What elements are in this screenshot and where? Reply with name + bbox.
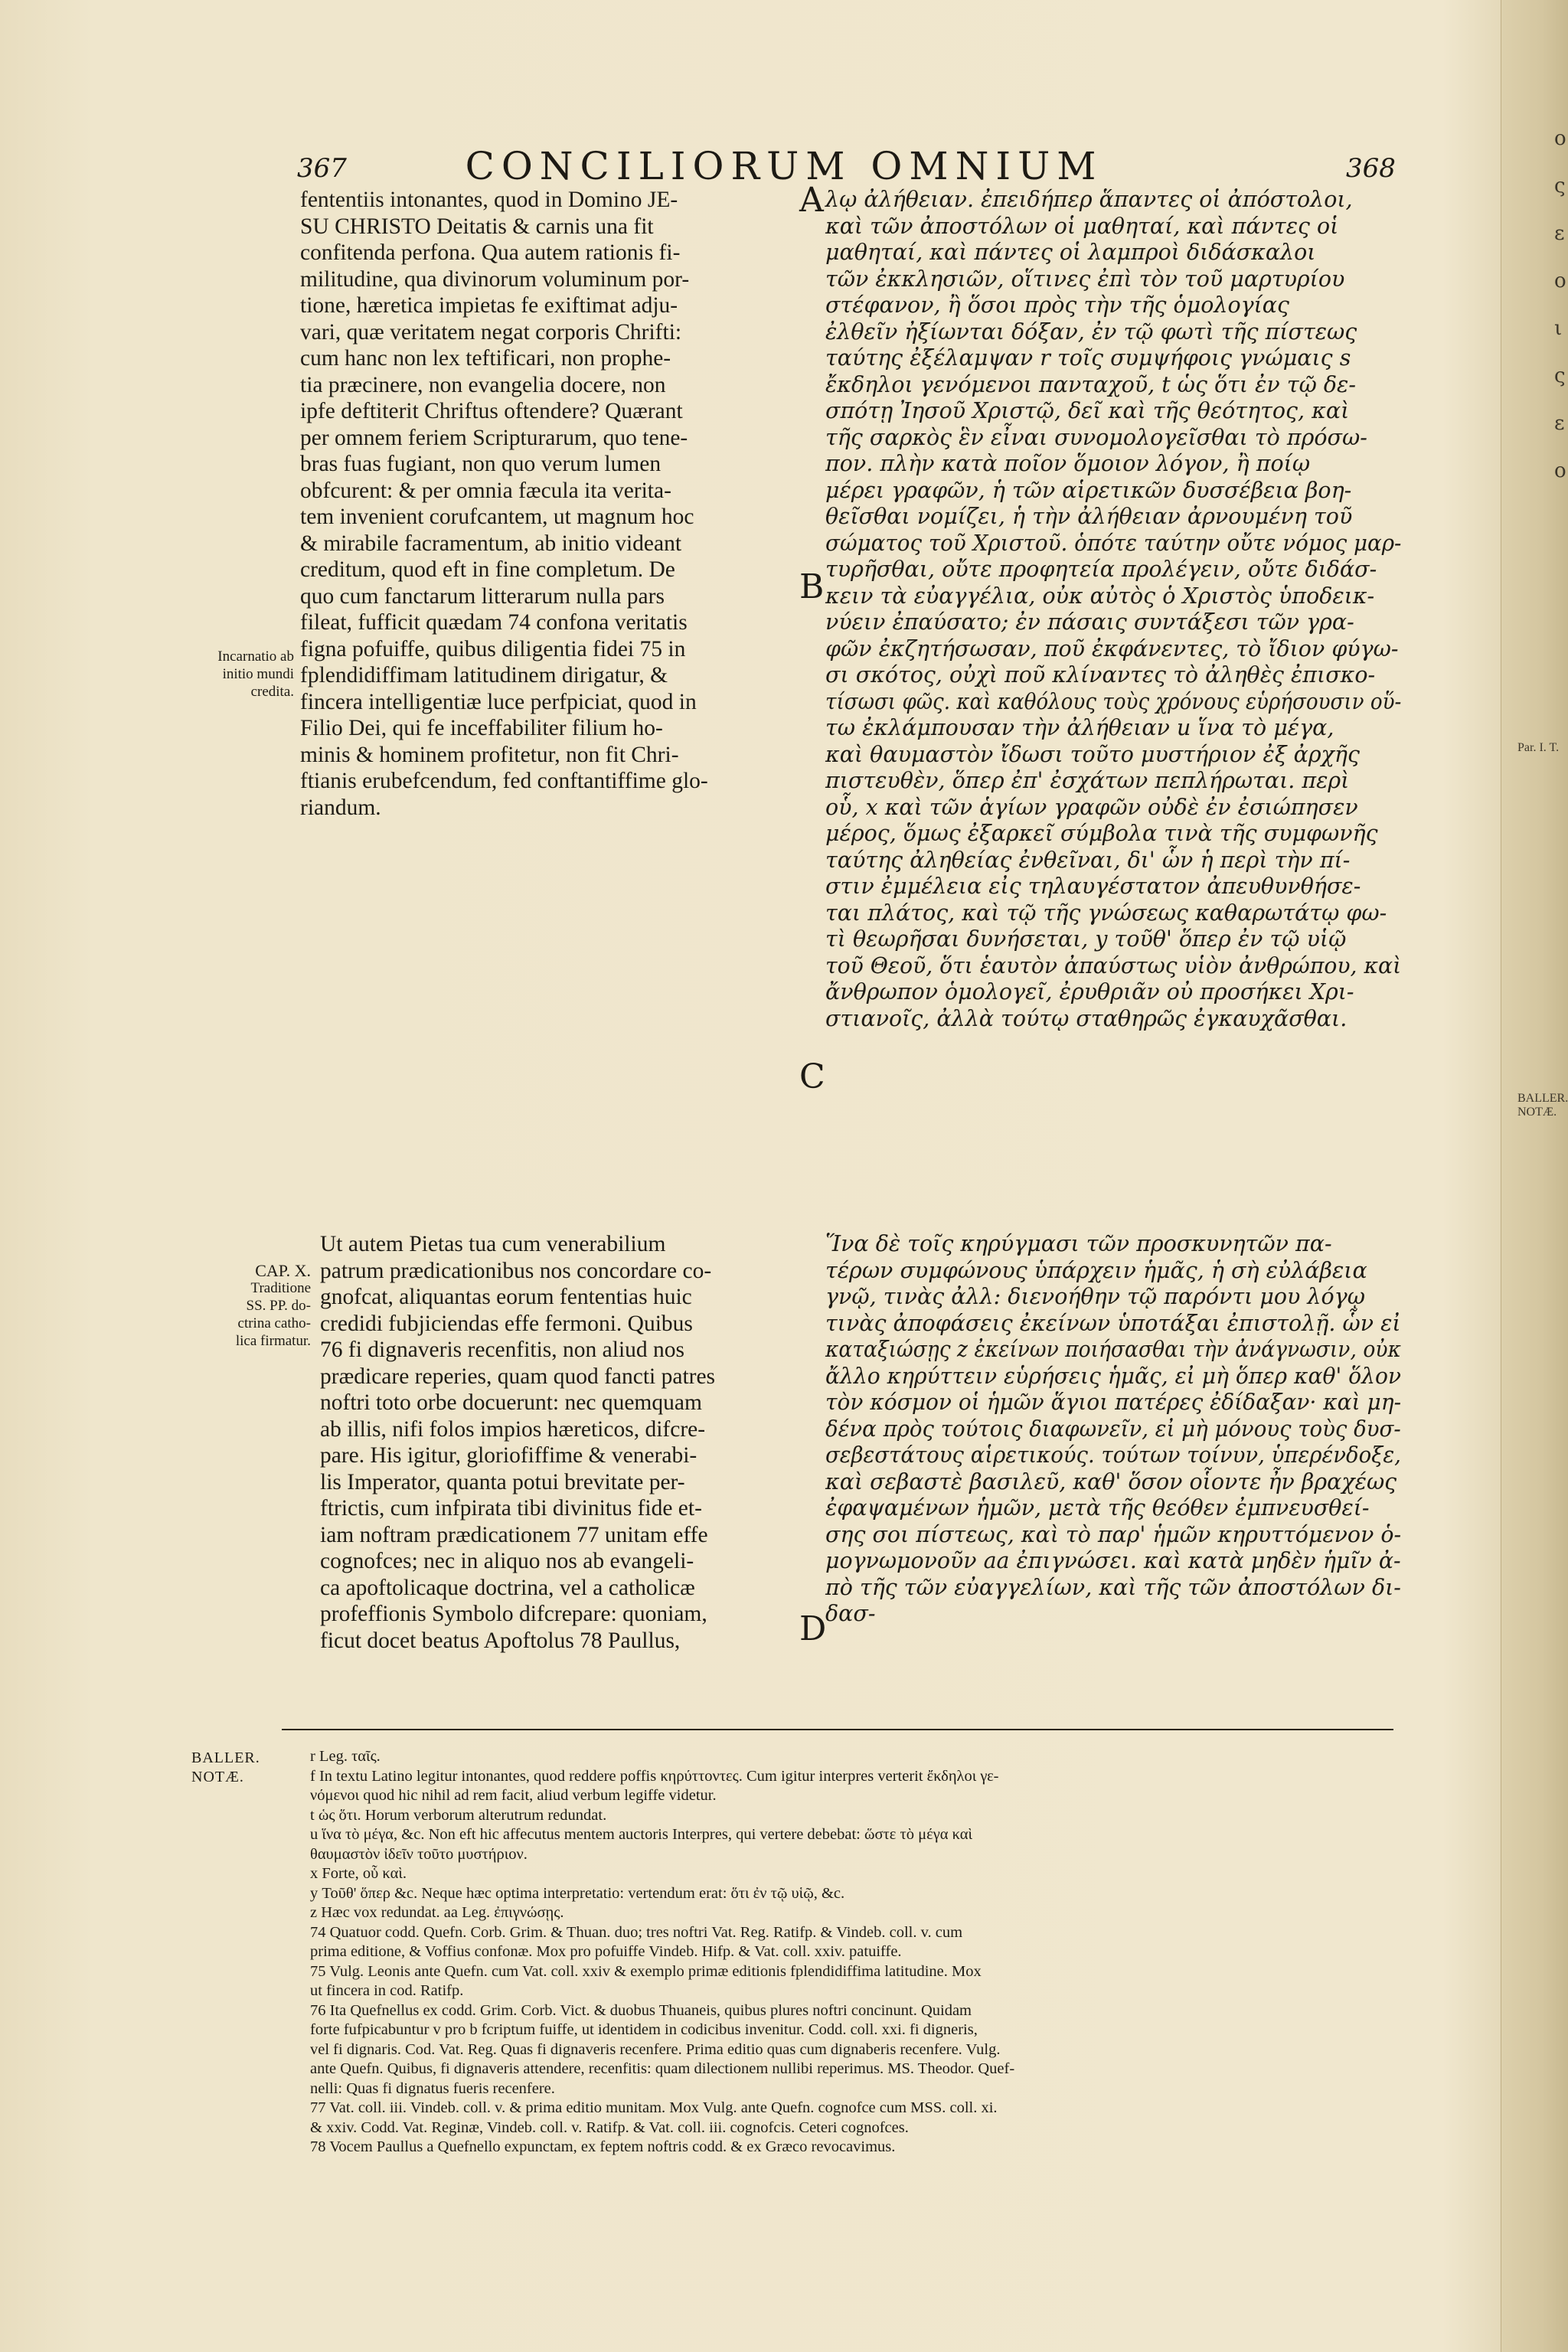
latin-line: prædicare reperies, quam quod fancti patres <box>320 1364 716 1389</box>
side-note-line: lica firmatur. <box>235 1333 311 1349</box>
latin-line: ftianis erubefcendum, fed conftantiffime glo- <box>300 769 708 793</box>
latin-line: quo cum fanctarum litterarum nulla pars <box>300 583 665 609</box>
greek-line: τέρων συμφώνους ὑπάρχειν ἡμᾶς, ἡ σὴ εὐλάβεια <box>825 1257 1367 1283</box>
latin-line: ab illis, nifi folos impios hæreticos, difcre- <box>320 1416 706 1442</box>
section-marker-a: A <box>799 181 824 220</box>
latin-line: lis Imperator, quanta potui brevitate per- <box>320 1469 685 1494</box>
latin-line: & mirabile facramentum, ab initio videant <box>300 531 682 556</box>
adjacent-glyph: ο <box>1554 127 1566 150</box>
footnote-rule <box>282 1729 1393 1730</box>
latin-line: bras fuas fugiant, non quo verum lumen <box>300 452 662 476</box>
latin-line: Filio Dei, qui fe inceffabiliter filium ho- <box>300 716 663 740</box>
greek-line: σπότῃ Ἰησοῦ Χριστῷ, δεῖ καὶ τῆς θεότητος, καὶ <box>825 398 1350 423</box>
greek-line: τοῦ Θεοῦ, ὅτι ἑαυτὸν ἀπαύστως υἱὸν ἀνθρώπου, καὶ <box>825 952 1402 978</box>
latin-line: iam noftram prædicationem 77 unitam effe <box>320 1522 708 1547</box>
latin-line: fileat, fufficit quædam 74 confona veritatis <box>300 610 688 635</box>
latin-line: cognofces; nec in aliquo nos ab evangeli- <box>320 1549 694 1573</box>
section-marker-d: D <box>799 1609 827 1648</box>
left-page-number: 367 <box>297 153 347 184</box>
adjacent-page-baller-label <box>1517 1092 1568 1119</box>
greek-line: γνῷ, τινὰς ἀλλ: διενοήθην τῷ παρόντι μου λόγῳ <box>825 1284 1365 1309</box>
adjacent-label-line: BALLER. <box>1517 1092 1568 1105</box>
greek-line: τῆς σαρκὸς ἓν εἶναι συνομολογεῖσθαι τὸ πρόσω- <box>825 424 1367 450</box>
adjacent-glyph: ς <box>1554 364 1566 387</box>
latin-line: cum hanc non lex teftificari, non prophe- <box>300 346 671 371</box>
greek-line: τυρῆσθαι, οὔτε προφητεία προλέγειν, οὔτε διδάσ- <box>825 557 1377 582</box>
side-note-incarnatio <box>181 648 294 701</box>
greek-line: μέρος, ὅμως ἐξαρκεῖ σύμβολα τινὰ τῆς συμφωνῆς <box>825 821 1378 846</box>
greek-line: στέφανον, ἢ ὅσοι πρὸς τὴν τῆς ὁμολογίας <box>825 292 1290 318</box>
greek-line: μογνωμονοῦν aa ἐπιγνώσει. καὶ κατὰ μηδὲν ἡμῖν ἀ- <box>825 1548 1401 1573</box>
latin-line: fincera intelligentiæ luce perfpiciat, quod in <box>300 689 697 714</box>
footnote-line: forte fufpicabuntur v pro b fcriptum fuiffe, ut identidem in codicibus invenitur. Codd. coll. xxi. fi digneris, <box>310 2021 978 2038</box>
footnote-line: ut fincera in cod. Ratifp. <box>310 1982 464 1999</box>
latin-line: profeffionis Symbolo difcrepare: quoniam, <box>320 1602 707 1626</box>
greek-line: δασ- <box>825 1601 876 1626</box>
adjacent-glyph: ι <box>1554 317 1563 340</box>
greek-line: σεβεστάτους αἱρετικούς. τούτων τοίνυν, ὑπερένδοξε, <box>825 1442 1401 1468</box>
section-marker-b: B <box>799 567 825 606</box>
footnote-label-line: BALLER. <box>191 1749 260 1766</box>
side-note-line: initio mundi <box>222 666 294 682</box>
latin-line: vari, quæ veritatem negat corporis Chrifti: <box>300 319 682 345</box>
latin-line: ca apoftolicaque doctrina, vel a catholicæ <box>320 1575 695 1600</box>
greek-line: σι σκότος, οὐχὶ ποῦ κλίναντες τὸ ἀληθὲς ἐπισκο- <box>825 662 1376 688</box>
footnotes <box>191 1747 1401 2158</box>
greek-line: τὸν κόσμον οἱ ἡμῶν ἅγιοι πατέρες ἐδίδαξαν· καὶ μη- <box>825 1390 1402 1415</box>
greek-line: καταξιώσῃς z ἐκείνων ποιήσασθαι τὴν ἀνάγνωσιν, οὐκ <box>825 1337 1401 1362</box>
greek-line: σώματος τοῦ Χριστοῦ. ὁπότε ταύτην οὔτε νόμος μαρ- <box>825 530 1402 556</box>
greek-line: καὶ θαυμαστὸν ἴδωσι τοῦτο μυστήριον ἐξ ἀρχῆς <box>825 741 1360 767</box>
greek-line: ταύτης ἐξέλαμψαν r τοῖς συμψήφοις γνώμαις s <box>825 345 1351 371</box>
greek-line: ταύτης ἀληθείας ἐνθεῖναι, δι' ὧν ἡ περὶ τὴν πί- <box>825 847 1351 873</box>
greek-line: πὸ τῆς τῶν εὐαγγελίων, καὶ τῆς τῶν ἀποστόλων δι- <box>825 1574 1401 1600</box>
greek-line: κειν τὰ εὐαγγέλια, οὐκ αὐτὸς ὁ Χριστὸς ὑποδεικ- <box>825 583 1375 609</box>
greek-line: τινὰς ἀποφάσεις ἐκείνων ὑποτάξαι ἐπιστολῇ. ὧν εἰ <box>825 1310 1401 1336</box>
latin-line: 76 fi dignaveris recenfitis, non aliud nos <box>320 1338 684 1362</box>
footnote-label-line: NOTÆ. <box>191 1769 244 1785</box>
greek-line: καὶ σεβαστὲ βασιλεῦ, καθ' ὅσον οἷοντε ἦν βραχέως <box>825 1468 1397 1494</box>
greek-line: ἄλλο κηρύττειν εὑρήσεις ἡμᾶς, εἰ μὴ ὅπερ καθ' ὅλον <box>825 1363 1402 1389</box>
latin-line: obfcurent: & per omnia fæcula ita verita- <box>300 478 671 503</box>
latin-line: creditum, quod eft in fine completum. De <box>300 557 675 582</box>
footnote-line: νόμενοι quod hic nihil ad rem facit, aliud verbum legiffe videtur. <box>310 1787 717 1804</box>
latin-line: fententiis intonantes, quod in Domino JE- <box>300 188 678 212</box>
greek-line: ἔκδηλοι γενόμενοι πανταχοῦ, t ὡς ὅτι ἐν τῷ δε- <box>825 371 1356 397</box>
footnote-line: x Forte, οὗ καὶ. <box>310 1865 407 1882</box>
greek-line: ἐφαψαμένων ἡμῶν, μετὰ τῆς θεόθεν ἐμπνευσθεί- <box>825 1495 1370 1521</box>
greek-line: μέρει γραφῶν, ἡ τῶν αἱρετικῶν δυσσέβεια βοη- <box>825 477 1352 503</box>
latin-line: minis & hominem profitetur, non fit Chri- <box>300 742 679 767</box>
latin-line: gnofcat, aliquantas eorum fententias huic <box>320 1285 692 1309</box>
footnote-line: z Hæc vox redundat. aa Leg. ἐπιγνώσῃς. <box>310 1904 564 1921</box>
greek-column-part2 <box>825 1231 1401 1628</box>
footnote-line: θαυμαστὸν ἰδεῖν τοῦτο μυστήριον. <box>310 1845 528 1863</box>
greek-line: πιστευθὲν, ὅπερ ἐπ' ἐσχάτων πεπλήρωται. περὶ <box>825 768 1350 793</box>
footnote-line: 74 Quatuor codd. Quefn. Corb. Grim. & Thuan. duo; tres noftri Vat. Reg. Ratifp. & Vindeb. coll. v. cum <box>310 1923 963 1941</box>
greek-line: λῳ ἀλήθειαν. ἐπειδήπερ ἅπαντες οἱ ἀπόστολοι, <box>825 187 1353 212</box>
latin-line: fplendidiffimam latitudinem dirigatur, & <box>300 663 668 688</box>
adjacent-glyph: ο <box>1554 270 1566 292</box>
greek-line: καὶ τῶν ἀποστόλων οἱ μαθηταί, καὶ πάντες οἱ <box>825 213 1339 239</box>
adjacent-glyph: ε <box>1554 412 1565 435</box>
latin-line: riandum. <box>300 795 381 820</box>
side-note-cap-x <box>190 1262 311 1350</box>
latin-line: confitenda perfona. Qua autem rationis fi- <box>300 240 681 265</box>
footnote-line: ante Quefn. Quibus, fi dignaveris attendere, recenfitis: quam dilectionem nullibi reperimus. MS. Theodor. Quef- <box>310 2060 1015 2077</box>
greek-line: τῶν ἐκκλησιῶν, οἵτινες ἐπὶ τὸν τοῦ μαρτυρίου <box>825 266 1345 292</box>
footnote-line: y Τοῦθ' ὅπερ &c. Neque hæc optima interpretatio: vertendum erat: ὅτι ἐν τῷ υἱῷ, &c. <box>310 1884 845 1902</box>
footnote-line: 75 Vulg. Leonis ante Quefn. cum Vat. coll. xxiv & exemplo primæ editionis fplendidiffima latitudine. Mox <box>310 1962 982 1980</box>
footnote-line: 76 Ita Quefnellus ex codd. Grim. Corb. Vict. & duobus Thuaneis, quibus plures noftri concinunt. Quidam <box>310 2001 972 2019</box>
side-note-line: ctrina catho- <box>237 1315 311 1331</box>
latin-line: per omnem feriem Scripturarum, quo tene- <box>300 425 688 450</box>
latin-line: tione, hæretica impietas fe exiftimat adju- <box>300 293 678 318</box>
adjacent-page-note: Par. I. T. <box>1517 741 1560 754</box>
latin-line: militudine, qua divinorum voluminum por- <box>300 266 690 292</box>
footnote-line: f In textu Latino legitur intonantes, quod reddere poffis κηρύττοντες. Cum igitur interpres verterit ἔκδηλοι γε- <box>310 1767 999 1785</box>
greek-line: σης σοι πίστεως, καὶ τὸ παρ' ἡμῶν κηρυττόμενον ὁ- <box>825 1521 1402 1547</box>
greek-line: ται πλάτος, καὶ τῷ τῆς γνώσεως καθαρωτάτῳ φω- <box>825 900 1387 926</box>
section-marker-c: C <box>799 1057 825 1096</box>
adjacent-glyph: ε <box>1554 222 1565 245</box>
latin-line: patrum prædicationibus nos concordare co- <box>320 1258 712 1283</box>
greek-column-part1 <box>825 187 1401 1032</box>
latin-column-part1 <box>300 187 794 821</box>
right-page-number: 368 <box>1346 153 1396 184</box>
greek-line: Ἵνα δὲ τοῖς κηρύγμασι τῶν προσκυνητῶν πα- <box>825 1231 1332 1256</box>
footnote-line: 77 Vat. coll. iii. Vindeb. coll. v. & prima editio munitam. Mox Vulg. ante Quefn. cognofce cum MSS. coll. xi. <box>310 2099 998 2116</box>
latin-line: ipfe deftiterit Chriftus oftendere? Quærant <box>300 399 683 423</box>
greek-line: δένα πρὸς τούτοις διαφωνεῖν, εἰ μὴ μόνους τοὺς δυσ- <box>825 1416 1401 1442</box>
latin-line: figna pofuiffe, quibus diligentia fidei 75 in <box>300 636 686 662</box>
greek-line: ἄνθρωπον ὁμολογεῖ, ἐρυθριᾶν οὐ προσήκει Χρι- <box>825 979 1354 1004</box>
greek-line: τω ἐκλάμπουσαν τὴν ἀλήθειαν u ἵνα τὸ μέγα, <box>825 715 1334 740</box>
latin-line: ficut docet beatus Apoftolus 78 Paullus, <box>320 1628 681 1653</box>
adjacent-label-line: NOTÆ. <box>1517 1106 1557 1119</box>
latin-line: pare. His igitur, gloriofiffime & venerabi- <box>320 1443 697 1468</box>
latin-column-part2 <box>320 1231 794 1654</box>
greek-line: πον. πλὴν κατὰ ποῖον ὅμοιον λόγον, ἢ ποίῳ <box>825 451 1311 476</box>
adjacent-glyph: ο <box>1554 459 1566 482</box>
greek-line: οὗ, x καὶ τῶν ἁγίων γραφῶν οὐδὲ ἐν ἐσιώπησεν <box>825 794 1358 820</box>
footnote-line: u ἵνα τὸ μέγα, &c. Non eft hic affecutus mentem auctoris Interpres, qui vertere debebat: ὥστε τὸ μέγα καὶ <box>310 1826 973 1843</box>
footnote-line: t ὡς ὅτι. Horum verborum alterutrum redundat. <box>310 1806 607 1824</box>
greek-line: τίσωσι φῶς. καὶ καθόλους τοὺς χρόνους εὑρήσουσιν οὕ- <box>825 688 1402 714</box>
footnote-line: & xxiv. Codd. Vat. Reginæ, Vindeb. coll. v. Ratifp. & Vat. coll. iii. cognofcis. Ceteri cognofces. <box>310 2118 909 2136</box>
latin-line: ftrictis, cum infpirata tibi divinitus fide et- <box>320 1496 702 1521</box>
footnote-line: vel fi dignaris. Cod. Vat. Reg. Quas fi dignaveris recenfere. Prima editio quas cum dignaberis recenfere. Vulg. <box>310 2040 1001 2058</box>
side-note-line: SS. PP. do- <box>246 1298 311 1314</box>
latin-line: SU CHRISTO Deitatis & carnis una fit <box>300 214 654 239</box>
footnote-line: nelli: Quas fi dignatus fueris recenfere. <box>310 2079 555 2097</box>
adjacent-glyph: ς <box>1554 175 1566 198</box>
footnote-line: prima editione, & Voffius confonæ. Mox pro pofuiffe Vindeb. Hifp. & Vat. coll. xxiv. patuiffe. <box>310 1943 902 1960</box>
side-note-line: Incarnatio ab <box>217 648 294 665</box>
greek-line: νύειν ἐπαύσατο; ἐν πάσαις συντάξεσι τῶν γρα- <box>825 609 1354 635</box>
greek-line: στιανοῖς, ἀλλὰ τούτῳ σταθηρῶς ἐγκαυχᾶσθαι. <box>825 1005 1348 1031</box>
side-note-line: credita. <box>250 684 294 700</box>
latin-line: tia præcinere, non evangelia docere, non <box>300 372 666 397</box>
greek-line: θεῖσθαι νομίζει, ἡ τὴν ἀλήθειαν ἀρνουμένη τοῦ <box>825 504 1353 529</box>
greek-line: στιν ἐμμέλεια εἰς τηλαυγέστατον ἀπευθυνθήσε- <box>825 874 1361 899</box>
latin-line: credidi fubjiciendas effe fermoni. Quibus <box>320 1311 693 1336</box>
greek-line: μαθηταί, καὶ πάντες οἱ λαμπροὶ διδάσκαλοι <box>825 240 1316 265</box>
running-title: CONCILIORUM OMNIUM <box>465 144 1103 188</box>
footnote-line: 78 Vocem Paullus a Quefnello expunctam, ex feptem noftris codd. & ex Græco revocavimus. <box>310 2138 896 2155</box>
greek-line: ἐλθεῖν ἠξίωνται δόξαν, ἐν τῷ φωτὶ τῆς πίστεως <box>825 318 1357 345</box>
greek-line: φῶν ἐκζητήσωσαν, ποῦ ἐκφάνεντες, τὸ ἴδιον φύγω- <box>825 635 1399 662</box>
footnote-line: r Leg. ταῖς. <box>310 1748 381 1765</box>
latin-line: noftri toto orbe docuerunt: nec quemquam <box>320 1390 702 1415</box>
side-note-line: Traditione <box>250 1280 311 1296</box>
side-note-chapter: CAP. X. <box>255 1261 311 1280</box>
latin-line: Ut autem Pietas tua cum venerabilium <box>320 1232 666 1256</box>
latin-line: tem invenient corufcantem, ut magnum hoc <box>300 505 694 529</box>
greek-line: τὶ θεωρῆσαι δυνήσεται, y τοῦθ' ὅπερ ἐν τῷ υἱῷ <box>825 926 1347 952</box>
